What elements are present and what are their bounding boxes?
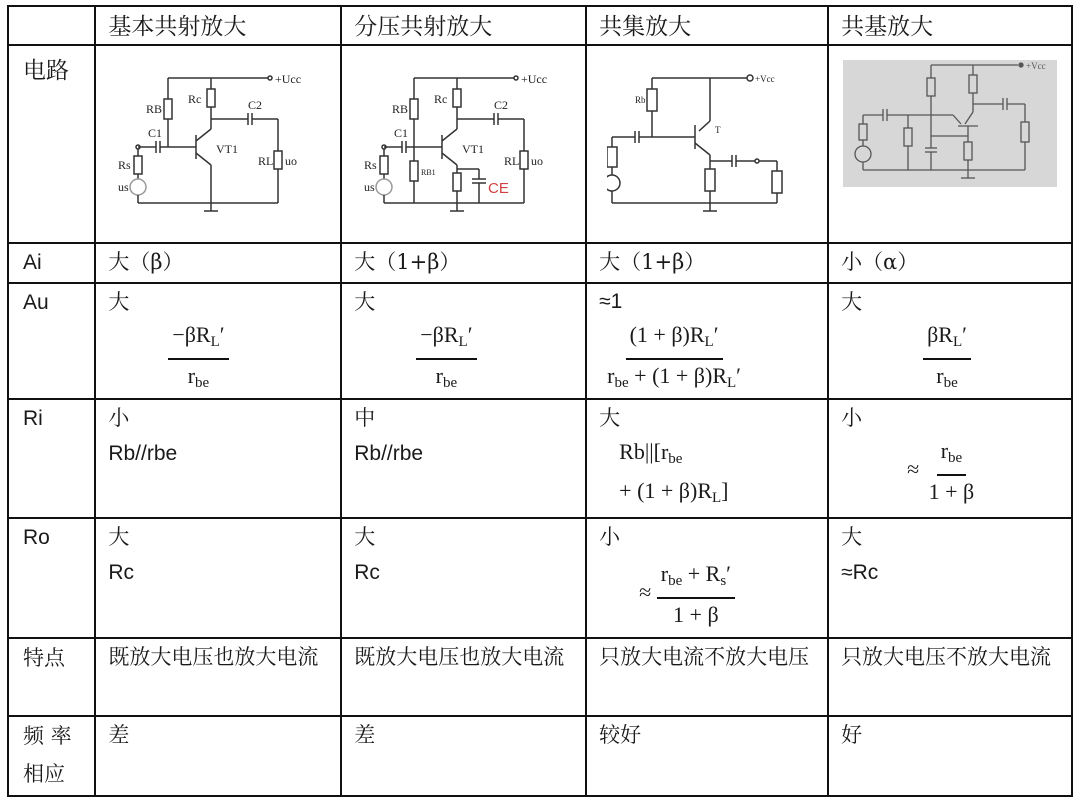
ri-value: Rb//rbe bbox=[354, 442, 424, 465]
features-divider-ce: 既放大电压也放大电流 bbox=[341, 638, 586, 716]
au-row bbox=[8, 283, 1072, 399]
ai-basic-ce: 大（β） bbox=[95, 243, 341, 283]
svg-text:RB: RB bbox=[146, 102, 163, 116]
corner-cell bbox=[8, 6, 95, 45]
ro-common-base bbox=[828, 518, 1072, 638]
ro-common-collector bbox=[586, 518, 828, 638]
ri-level: 小 bbox=[841, 406, 863, 430]
svg-text:T: T bbox=[715, 125, 721, 135]
svg-text:+Vcc: +Vcc bbox=[755, 74, 775, 84]
ro-level: 小 bbox=[599, 525, 621, 549]
header-common-collector: 共集放大 bbox=[586, 6, 828, 45]
frequency-basic-ce: 差 bbox=[95, 716, 341, 796]
svg-text:C2: C2 bbox=[248, 98, 263, 112]
svg-text:Rc: Rc bbox=[188, 92, 202, 106]
ri-formula: ≈ $\frac{r_{be}}{1 + \beta}$ bbox=[907, 438, 975, 504]
ro-level: 大 bbox=[108, 525, 130, 549]
svg-text:RB1: RB1 bbox=[420, 168, 436, 177]
circuit-divider-ce bbox=[341, 45, 586, 243]
au-divider-ce bbox=[341, 283, 586, 399]
au-level: 大 bbox=[354, 290, 376, 314]
ai-row bbox=[8, 243, 1072, 283]
svg-text:RL: RL bbox=[258, 154, 274, 168]
header-basic-ce: 基本共射放大 bbox=[95, 6, 341, 45]
row-label-circuit: 电路 bbox=[8, 45, 95, 243]
au-formula: $\frac{-\beta R_L'}{r_{be}}$ bbox=[108, 320, 340, 398]
common-base-schematic-icon bbox=[843, 60, 1057, 187]
circuit-common-base bbox=[828, 45, 1072, 243]
row-label-au: Au bbox=[8, 283, 95, 399]
ri-common-base bbox=[828, 399, 1072, 518]
svg-text:+Ucc: +Ucc bbox=[520, 72, 547, 86]
ri-value: Rb//rbe bbox=[108, 442, 178, 465]
frequency-row bbox=[8, 716, 1072, 796]
au-level: 大 bbox=[841, 290, 863, 314]
ro-value: Rc bbox=[108, 561, 134, 584]
features-row bbox=[8, 638, 1072, 716]
au-level: ≈1 bbox=[599, 290, 623, 313]
basic-ce-schematic-icon bbox=[118, 61, 318, 221]
svg-text:VT1: VT1 bbox=[461, 142, 484, 156]
svg-text:uo: uo bbox=[285, 154, 298, 168]
ro-level: 大 bbox=[354, 525, 376, 549]
row-label-ai: Ai bbox=[8, 243, 95, 283]
common-collector-schematic-icon bbox=[607, 61, 807, 221]
svg-text:uo: uo bbox=[530, 154, 543, 168]
ri-common-collector bbox=[586, 399, 828, 518]
ai-common-collector: 大（1+β） bbox=[586, 243, 828, 283]
ro-basic-ce bbox=[95, 518, 341, 638]
svg-text:RL: RL bbox=[503, 154, 520, 168]
svg-text:CE: CE bbox=[487, 180, 509, 197]
frequency-common-collector: 较好 bbox=[586, 716, 828, 796]
svg-text:C1: C1 bbox=[148, 126, 163, 140]
ro-divider-ce bbox=[341, 518, 586, 638]
ri-level: 小 bbox=[108, 406, 130, 430]
row-label-ro: Ro bbox=[8, 518, 95, 638]
features-basic-ce: 既放大电压也放大电流 bbox=[95, 638, 341, 716]
ri-divider-ce bbox=[341, 399, 586, 518]
svg-text:Rc: Rc bbox=[433, 92, 448, 106]
au-formula: $\frac{-\beta R_L'}{r_{be}}$ bbox=[354, 320, 585, 398]
svg-text:Rs: Rs bbox=[363, 158, 377, 172]
ai-divider-ce: 大（1+β） bbox=[341, 243, 586, 283]
circuit-row bbox=[8, 45, 1072, 243]
features-common-base: 只放大电压不放大电流 bbox=[828, 638, 1072, 716]
ro-level: 大 bbox=[841, 525, 863, 549]
header-divider-ce: 分压共射放大 bbox=[341, 6, 586, 45]
row-label-features: 特点 bbox=[8, 638, 95, 716]
divider-ce-schematic-icon bbox=[364, 61, 564, 221]
ri-row bbox=[8, 399, 1072, 518]
row-label-frequency: 频 率 相应 bbox=[8, 716, 95, 796]
features-common-collector: 只放大电流不放大电压 bbox=[586, 638, 828, 716]
ai-common-base: 小（α） bbox=[828, 243, 1072, 283]
ri-level: 大 bbox=[599, 406, 621, 430]
svg-text:+Ucc: +Ucc bbox=[275, 72, 302, 86]
ro-value: ≈Rc bbox=[841, 561, 879, 584]
ri-level: 中 bbox=[354, 406, 376, 430]
ri-formula: $Rb||[r_{be}$ + $(1 + \beta)R_L$] bbox=[619, 439, 729, 506]
svg-text:RB: RB bbox=[391, 102, 408, 116]
amplifier-comparison-table bbox=[7, 5, 1073, 797]
circuit-common-collector bbox=[586, 45, 828, 243]
ri-basic-ce bbox=[95, 399, 341, 518]
au-formula: $\frac{(1 + \beta)R_L'}{r_{be} + (1 + \beta)R_L'}$ bbox=[607, 322, 741, 391]
ro-value: Rc bbox=[354, 561, 380, 584]
svg-text:VT1: VT1 bbox=[216, 142, 239, 156]
row-label-ri: Ri bbox=[8, 399, 95, 518]
au-level: 大 bbox=[108, 290, 130, 314]
au-formula: $\frac{\beta R_L'}{r_{be}}$ bbox=[841, 320, 1071, 398]
circuit-basic-ce bbox=[95, 45, 341, 243]
svg-text:+Vcc: +Vcc bbox=[1026, 61, 1046, 71]
au-common-collector bbox=[586, 283, 828, 399]
ro-formula: ≈ $\frac{r_{be} + R_s'}{1 + \beta}$ bbox=[599, 555, 827, 630]
au-common-base bbox=[828, 283, 1072, 399]
svg-text:Rs: Rs bbox=[118, 158, 131, 172]
frequency-common-base: 好 bbox=[828, 716, 1072, 796]
svg-text:us: us bbox=[363, 180, 375, 194]
svg-text:C1: C1 bbox=[393, 126, 408, 140]
svg-text:C2: C2 bbox=[493, 98, 508, 112]
ro-row bbox=[8, 518, 1072, 638]
svg-text:Rb: Rb bbox=[635, 95, 646, 105]
header-common-base: 共基放大 bbox=[828, 6, 1072, 45]
header-row bbox=[8, 6, 1072, 45]
au-basic-ce bbox=[95, 283, 341, 399]
frequency-divider-ce: 差 bbox=[341, 716, 586, 796]
svg-text:us: us bbox=[118, 180, 129, 194]
